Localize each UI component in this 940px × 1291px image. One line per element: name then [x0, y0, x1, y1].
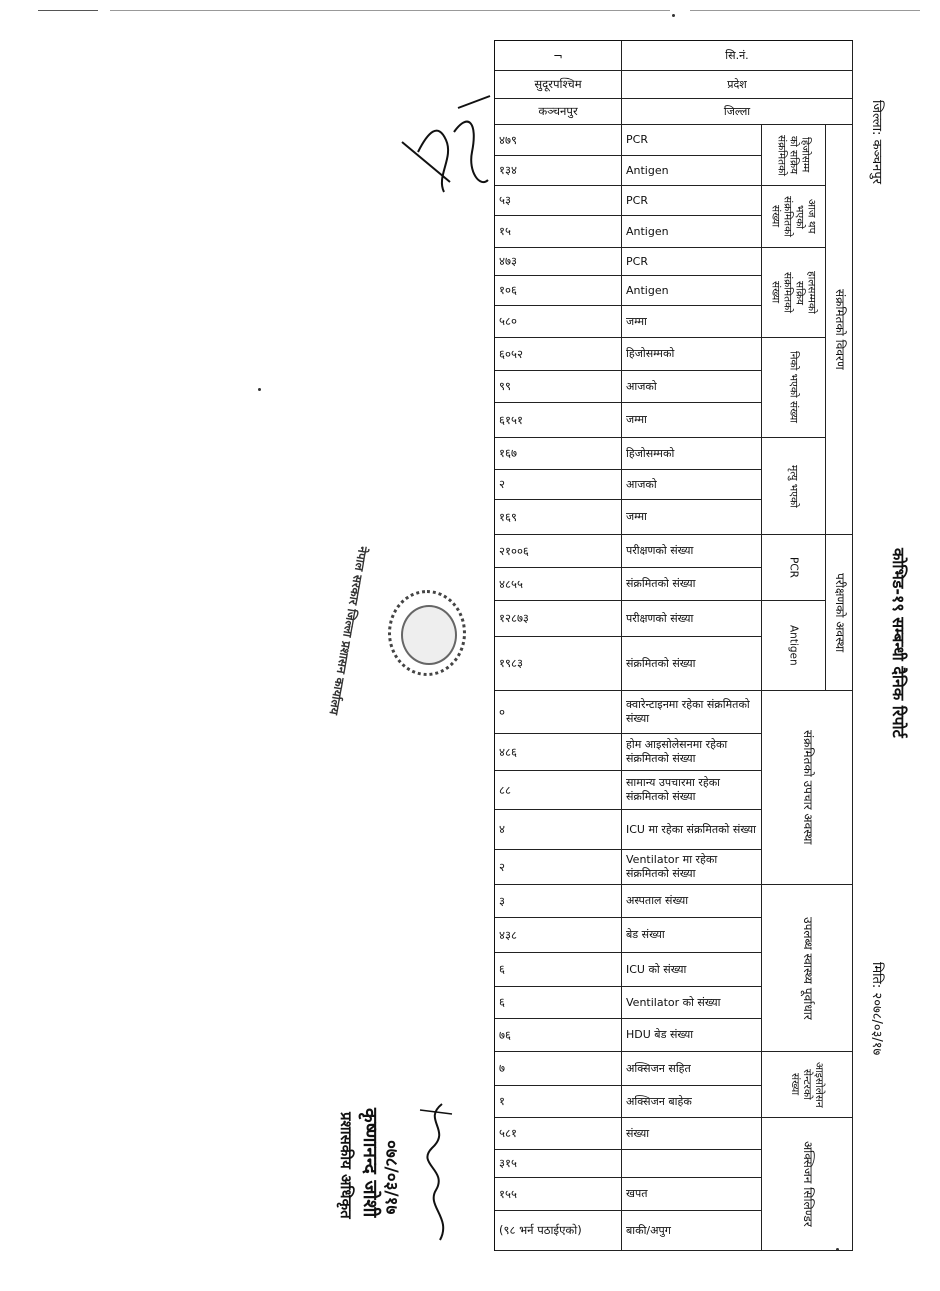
signatory-name: कृष्णानन्द जोशी	[359, 1108, 381, 1218]
row-value: ४७३	[495, 248, 622, 276]
row-label: अक्सिजन सहित	[622, 1052, 762, 1086]
top-rule-mid	[110, 10, 670, 11]
signature-date: ०७८/०३/१७	[381, 1140, 401, 1215]
row-label: हिजोसम्मको	[622, 438, 762, 470]
group-today-added: आज थप भएको संक्रमितको संख्या	[762, 186, 826, 248]
group-pcr: PCR	[762, 535, 826, 601]
row-label: आजको	[622, 470, 762, 500]
row-value: ६१५१	[495, 403, 622, 438]
row-value: १०६	[495, 276, 622, 306]
row-label	[622, 1150, 762, 1178]
row-value: ३	[495, 885, 622, 918]
row-label: PCR	[622, 125, 762, 156]
row-value: ३१५	[495, 1150, 622, 1178]
row-value: ७६	[495, 1019, 622, 1052]
row-value: (९८ भर्न पठाईएको)	[495, 1211, 622, 1251]
row-value: ७	[495, 1052, 622, 1086]
group-oxygen-cylinders: अक्सिजन सिलिण्डर	[762, 1118, 853, 1251]
top-rule-left	[38, 10, 98, 11]
row-value: १५	[495, 216, 622, 248]
row-label: अक्सिजन बाहेक	[622, 1086, 762, 1118]
row-value: १९८३	[495, 637, 622, 691]
row-label: Antigen	[622, 276, 762, 306]
row-label: जम्मा	[622, 306, 762, 338]
row-value: १२८७३	[495, 601, 622, 637]
row-value: २	[495, 470, 622, 500]
group-active-until-yesterday: हिजोसम्म को सक्रिय संक्रमितको	[762, 125, 826, 186]
row-value: १६९	[495, 500, 622, 535]
row-label: Antigen	[622, 156, 762, 186]
group-active-until-today: हालसम्मको सक्रिय संक्रमितको संख्या	[762, 248, 826, 338]
row-value: २१००६	[495, 535, 622, 568]
row-value: ९९	[495, 371, 622, 403]
seal-emblem	[401, 605, 457, 665]
row-label: होम आइसोलेसनमा रहेका संक्रमितको संख्या	[622, 734, 762, 771]
row-label: Antigen	[622, 216, 762, 248]
row-label: HDU बेड संख्या	[622, 1019, 762, 1052]
report-date: मिति: २०७८/०३/१७	[869, 962, 884, 1056]
row-value: ४८५५	[495, 568, 622, 601]
handwritten-mark	[398, 92, 494, 212]
group-test-status: परीक्षणको अवस्था	[826, 535, 853, 691]
row-value: ६	[495, 987, 622, 1019]
row-label: खपत	[622, 1178, 762, 1211]
row-value: ४३८	[495, 918, 622, 953]
row-label: संक्रमितको संख्या	[622, 637, 762, 691]
province-value: सुदूरपश्चिम	[495, 71, 622, 99]
group-antigen: Antigen	[762, 601, 826, 691]
row-value: ६	[495, 953, 622, 987]
row-value: १६७	[495, 438, 622, 470]
group-isolation-centers: आइसोलेसन सेन्टरको संख्या	[762, 1052, 853, 1118]
row-value: १	[495, 1086, 622, 1118]
row-label: अस्पताल संख्या	[622, 885, 762, 918]
sn-value: ¬	[495, 41, 622, 71]
row-label: परीक्षणको संख्या	[622, 535, 762, 568]
district-label: जिल्ला	[622, 99, 853, 125]
row-label: PCR	[622, 186, 762, 216]
sn-label: सि.नं.	[622, 41, 853, 71]
row-label: क्वारेन्टाइनमा रहेका संक्रमितको संख्या	[622, 691, 762, 734]
row-label: परीक्षणको संख्या	[622, 601, 762, 637]
row-label: संक्रमितको संख्या	[622, 568, 762, 601]
row-value: ६०५२	[495, 338, 622, 371]
group-health-facilities: उपलब्ध स्वास्थ्य पूर्वाधार	[762, 885, 853, 1052]
district-value: कञ्चनपुर	[495, 99, 622, 125]
row-value: १३४	[495, 156, 622, 186]
row-label: संख्या	[622, 1118, 762, 1150]
row-value: ८८	[495, 771, 622, 810]
row-label: बेड संख्या	[622, 918, 762, 953]
row-label: हिजोसम्मको	[622, 338, 762, 371]
top-rule-right	[690, 10, 920, 11]
row-label: ICU को संख्या	[622, 953, 762, 987]
row-value: २	[495, 850, 622, 885]
row-value: ४	[495, 810, 622, 850]
speck	[258, 388, 261, 391]
group-treatment-status: संक्रमितको उपचार अवस्था	[762, 691, 853, 885]
row-label: सामान्य उपचारमा रहेका संक्रमितको संख्या	[622, 771, 762, 810]
row-value: ५८०	[495, 306, 622, 338]
row-label: बाकी/अपुग	[622, 1211, 762, 1251]
official-seal	[388, 590, 466, 676]
row-value: ४८६	[495, 734, 622, 771]
row-value: ०	[495, 691, 622, 734]
group-deaths: मृत्यु भएको	[762, 438, 826, 535]
group-recovered: निको भएको संख्या	[762, 338, 826, 438]
group-infected-detail: संक्रमितको विवरण	[826, 125, 853, 535]
row-label: Ventilator मा रहेका संक्रमितको संख्या	[622, 850, 762, 885]
row-label: ICU मा रहेका संक्रमितको संख्या	[622, 810, 762, 850]
row-value: ४७९	[495, 125, 622, 156]
row-value: ५३	[495, 186, 622, 216]
row-label: आजको	[622, 371, 762, 403]
row-label: जम्मा	[622, 403, 762, 438]
row-value: १५५	[495, 1178, 622, 1211]
report-table	[494, 40, 853, 1251]
signature-scribble	[412, 1100, 460, 1250]
stamp-text: नेपाल सरकार जिल्ला प्रशासन कार्यालय	[326, 545, 371, 716]
district-heading: जिल्ला: कञ्चनपुर	[869, 100, 884, 185]
report-title: कोभिड-१९ सम्बन्धी दैनिक रिपोर्ट	[889, 548, 908, 738]
row-label: Ventilator को संख्या	[622, 987, 762, 1019]
row-value: ५८१	[495, 1118, 622, 1150]
speck	[672, 14, 675, 17]
signatory-title: प्रशासकीय अधिकृत	[337, 1112, 355, 1219]
row-label: PCR	[622, 248, 762, 276]
row-label: जम्मा	[622, 500, 762, 535]
province-label: प्रदेश	[622, 71, 853, 99]
